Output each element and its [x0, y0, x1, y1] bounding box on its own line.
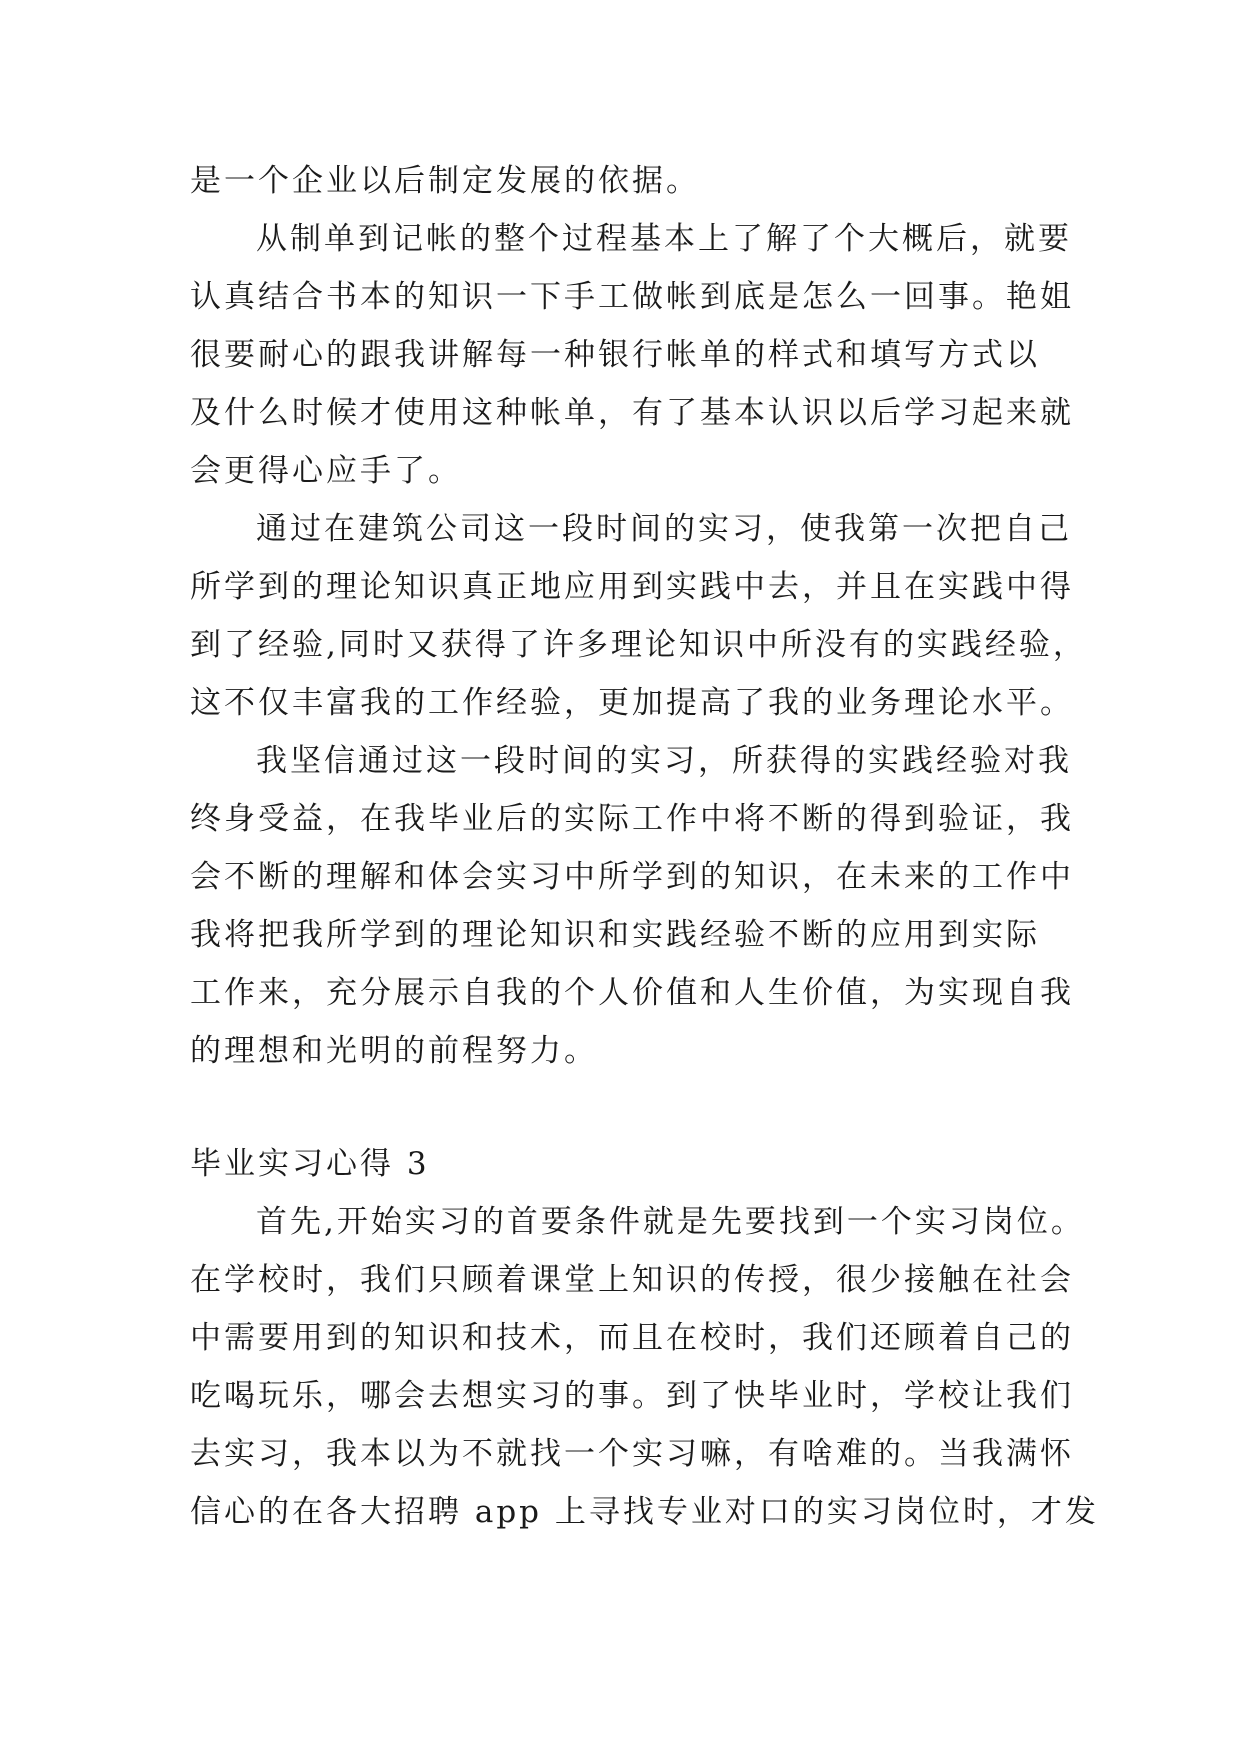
text-line: 到了经验,同时又获得了许多理论知识中所没有的实践经验， — [190, 627, 1087, 663]
text-line: 我将把我所学到的理论知识和实践经验不断的应用到实际 — [190, 917, 1040, 953]
text-line: 吃喝玩乐，哪会去想实习的事。到了快毕业时，学校让我们 — [190, 1378, 1074, 1414]
text-line: 在学校时，我们只顾着课堂上知识的传授，很少接触在社会 — [190, 1262, 1074, 1298]
text-line: 是一个企业以后制定发展的依据。 — [190, 163, 700, 199]
text-line: 所学到的理论知识真正地应用到实践中去，并且在实践中得 — [190, 569, 1074, 605]
text-line: 信心的在各大招聘 app 上寻找专业对口的实习岗位时，才发 — [190, 1494, 1099, 1530]
text-line: 这不仅丰富我的工作经验，更加提高了我的业务理论水平。 — [190, 685, 1074, 721]
paragraph-start-line: 我坚信通过这一段时间的实习，所获得的实践经验对我 — [256, 743, 1072, 779]
section-gap — [190, 1080, 1060, 1135]
text-line: 的理想和光明的前程努力。 — [190, 1033, 598, 1069]
text-line: 认真结合书本的知识一下手工做帐到底是怎么一回事。艳姐 — [190, 279, 1074, 315]
section-title: 毕业实习心得 3 — [190, 1146, 430, 1182]
text-line: 工作来，充分展示自我的个人价值和人生价值，为实现自我 — [190, 975, 1074, 1011]
text-line: 会更得心应手了。 — [190, 453, 462, 489]
text-line: 中需要用到的知识和技术，而且在校时，我们还顾着自己的 — [190, 1320, 1074, 1356]
paragraph-start-line: 通过在建筑公司这一段时间的实习，使我第一次把自己 — [256, 511, 1072, 547]
text-line: 终身受益，在我毕业后的实际工作中将不断的得到验证，我 — [190, 801, 1074, 837]
paragraph-start-line: 首先,开始实习的首要条件就是先要找到一个实习岗位。 — [256, 1204, 1085, 1240]
text-line: 很要耐心的跟我讲解每一种银行帐单的样式和填写方式以 — [190, 337, 1040, 373]
text-line: 去实习，我本以为不就找一个实习嘛，有啥难的。当我满怀 — [190, 1436, 1074, 1472]
text-line: 会不断的理解和体会实习中所学到的知识，在未来的工作中 — [190, 859, 1074, 895]
paragraph-start-line: 从制单到记帐的整个过程基本上了解了个大概后，就要 — [256, 221, 1072, 257]
document-page — [190, 152, 1099, 1541]
text-line: 及什么时候才使用这种帐单，有了基本认识以后学习起来就 — [190, 395, 1074, 431]
